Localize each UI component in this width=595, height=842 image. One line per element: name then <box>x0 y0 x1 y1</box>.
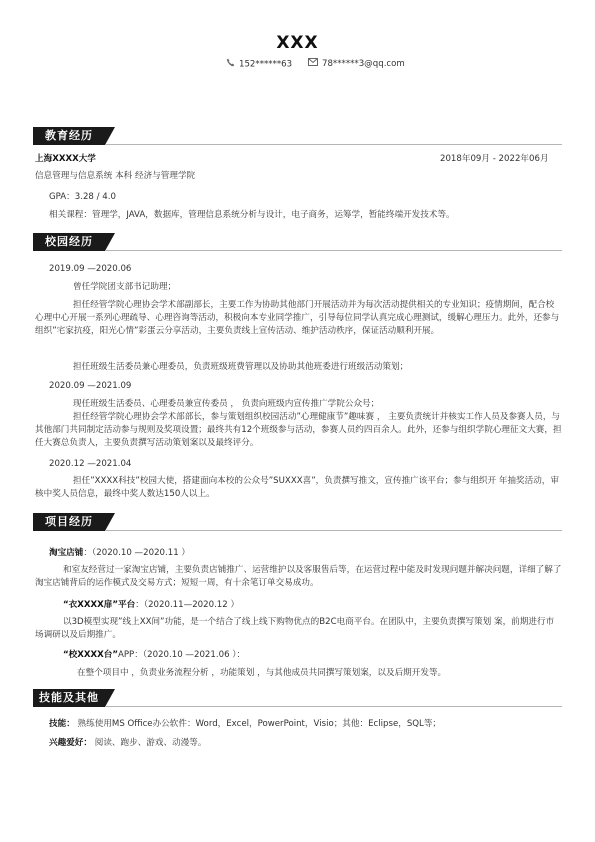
email-address: 78******3@qq.com <box>322 59 405 69</box>
education-period: 2018年09月 - 2022年06月 <box>440 154 549 164</box>
project-1-heading <box>49 547 190 560</box>
project-3-name: “校XXXX台” <box>63 650 118 660</box>
project-2-desc: 以3D模型实现”线上XX间”功能，是一个结合了线上线下购物优点的B2C电商平台。在团队中，主要负责撰写策划 案，前期进行市场调研以及后期推广。 <box>35 617 555 640</box>
project-1-name: 淘宝店铺 <box>49 548 84 558</box>
project-3-heading <box>63 649 245 662</box>
skills-row <box>49 718 441 731</box>
campus-desc-1b: 担任班级生活委员兼心理委员，负责班级班费管理以及协助其他班委进行班级活动策划； <box>73 362 409 372</box>
project-3-desc: 在整个项目中 ，负责业务流程分析 ，功能策划 ，与其他成员共同撰写策划案，以及后期开发等。 <box>77 668 447 678</box>
school-name: 上海XXXX大学 <box>35 154 96 164</box>
campus-period-2: 2020.09 —2021.09 <box>49 381 132 391</box>
section-title: 教育经历 <box>45 129 93 142</box>
phone-contact <box>226 58 292 70</box>
campus-desc-2: 担任经管学院心理协会学术部部长，参与策划组织校园活动”心理健康节”趣味赛 ， 主要负责统计并核实工作人员及参赛人员，与其他部门共同制定活动参与规则及奖项设置；最终共有12个班级参与活动，参赛人员约四百余人。此外，还参与组织学院心理征文大赛，担任大赛总负责人，主要负责撰写活动策划案以及最终评分。 <box>35 412 562 448</box>
project-1-period: ：（2020.10 —2020.11 ） <box>83 548 191 558</box>
mail-icon <box>308 58 318 69</box>
campus-title-1: 曾任学院团支部书记助理； <box>73 282 177 292</box>
email-contact <box>308 58 405 69</box>
hobby-row <box>49 737 206 750</box>
section-title: 校园经历 <box>45 235 93 248</box>
project-2-period: ：（2020.11—2020.12 ） <box>135 600 240 610</box>
section-title: 技能及其他 <box>39 691 99 704</box>
section-projects-header <box>0 513 595 543</box>
education-major: 信息管理与信息系统 本科 经济与管理学院 <box>35 171 196 181</box>
skills-label: 技能： <box>49 719 75 729</box>
section-campus-header <box>0 233 595 263</box>
phone-icon <box>226 58 235 70</box>
section-skills-header <box>0 689 595 719</box>
campus-desc-1: 担任经管学院心理协会学术部副部长，主要工作为协助其他部门开展活动并为每次活动提供相关的专业知识；疫情期间，配合校心理中心开展一系列心理疏导、心理咨询等活动，积极向本专业同学推广，引导每位同学认真完成心理测试，缓解心理压力。此外，还参与组织”宅家抗疫，阳光心情”彩蛋云分享活动，主要负责线上宣传活动、维护活动秩序，保证活动顺利开展。 <box>35 300 560 336</box>
education-gpa: GPA：3.28 / 4.0 <box>49 192 116 202</box>
campus-title-2: 现任班级生活委员、心理委员兼宣传委员 ， 负责向班级内宣传推广学院公众号； <box>73 399 380 409</box>
hobby-text: 阅读、跑步、游戏、动漫等。 <box>94 738 207 748</box>
project-1-desc: 和室友经营过一家淘宝店铺，主要负责店铺推广、运营维护以及客服售后等，在运营过程中能及时发现问题并解决问题，详细了解了淘宝店铺背后的运作模式及交易方式；短短一周，有十余笔订单交易成功。 <box>35 565 562 588</box>
candidate-name: XXX <box>276 33 319 53</box>
campus-desc-3: 担任”XXXX科技”校园大使，搭建面向本校的公众号”SUXXX喜”，负责撰写推文，宣传推广该平台；参与组织开 年抽奖活动，审核中奖人员信息，最终中奖人数达150人以上。 <box>35 476 559 499</box>
section-title: 项目经历 <box>45 515 93 528</box>
campus-period-3: 2020.12 —2021.04 <box>49 459 132 469</box>
hobby-label: 兴趣爱好： <box>49 738 92 748</box>
phone-number: 152******63 <box>239 59 293 70</box>
project-2-name: “衣XXXX扉”平台 <box>63 600 136 610</box>
project-2-heading <box>63 599 239 612</box>
project-3-period: APP：（2020.10 —2021.06 ）： <box>118 650 246 660</box>
skills-text: 熟练使用MS Office办公软件：Word，Excel，PowerPoint，Visio；其他：Eclipse，SQL等； <box>77 719 442 729</box>
education-courses: 相关课程：管理学，JAVA，数据库，管理信息系统分析与设计，电子商务，运筹学，暂能终端开发技术等。 <box>49 210 455 220</box>
campus-period-1: 2019.09 —2020.06 <box>49 264 132 274</box>
